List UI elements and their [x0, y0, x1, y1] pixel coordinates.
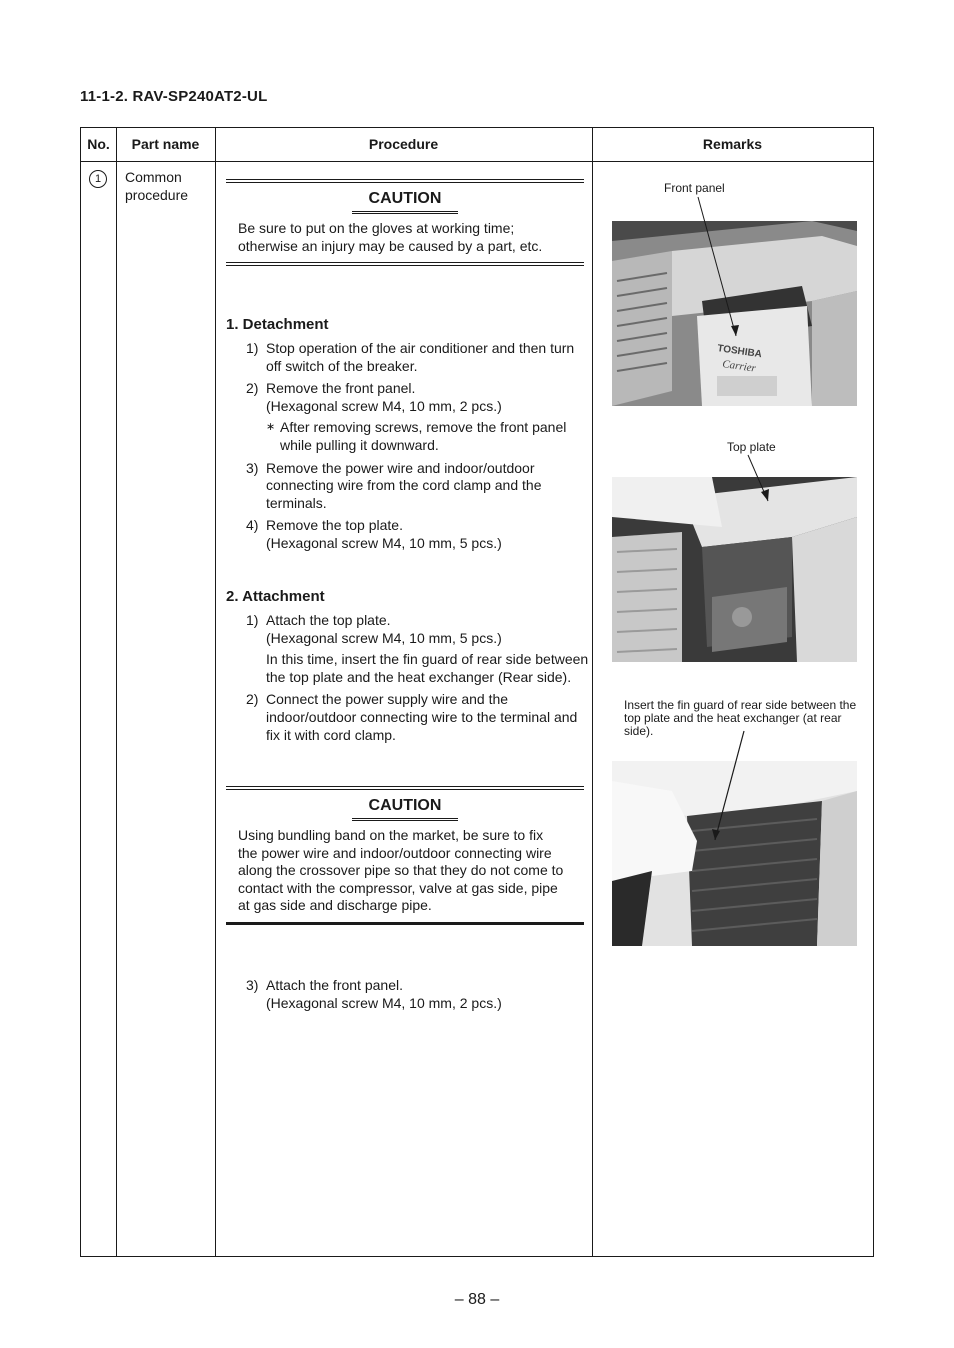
page-number: – 88 – — [454, 1291, 500, 1308]
note: ∗ After removing screws, remove the front panel while pulling it downward. — [266, 419, 567, 453]
list-item: 3) Attach the front panel. (Hexagonal screw M4, 10 mm, 2 pcs.) — [246, 977, 502, 1011]
photo-front-panel — [612, 221, 857, 406]
list-item: 2) Connect the power supply wire and the indoor/outdoor connecting wire to the terminal and fix it with cord clamp. — [246, 691, 578, 743]
caption-front-panel: Front panel — [664, 181, 725, 195]
final-step — [246, 977, 591, 1017]
logo-text: Carrier — [721, 358, 757, 375]
caution-underline — [352, 211, 458, 214]
header-remarks: Remarks — [702, 136, 763, 152]
front-panel-photo-image — [612, 221, 857, 406]
procedure-table — [80, 127, 874, 1257]
row-number: 1 — [89, 170, 107, 188]
photo-top-plate — [612, 477, 857, 662]
caution-text: Be sure to put on the gloves at working time; otherwise an injury may be caused by a part, etc. — [238, 220, 543, 254]
caution-bottom-rule — [226, 922, 584, 925]
caution-text: Using bundling band on the market, be sure to fix the power wire and indoor/outdoor connecting wire along the crossover pipe so that they do not come to contact with the compressor, valve at gas side, pipe at gas side and discharge pipe. — [238, 827, 564, 914]
attachment-steps — [246, 612, 591, 749]
caution-title: CAUTION — [368, 190, 442, 207]
header-part-name: Part name — [131, 136, 200, 152]
caution-box-2 — [226, 786, 584, 925]
header-divider — [81, 161, 873, 162]
detachment-heading: 1. Detachment — [226, 316, 329, 333]
caution-title: CAUTION — [368, 797, 442, 814]
list-item: 3) Remove the power wire and indoor/outdoor connecting wire from the cord clamp and the terminals. — [246, 459, 542, 511]
list-item: 1) Attach the top plate. (Hexagonal screw M4, 10 mm, 5 pcs.) In this time, insert the fin guard of rear side between the top plate and the heat exchanger (Rear side). — [246, 612, 589, 685]
detachment-steps — [246, 340, 591, 558]
logo-text: TOSHIBA — [716, 343, 763, 361]
caution-bottom-rule — [226, 262, 584, 266]
photo-fin-guard — [612, 761, 857, 946]
caution-top-rule — [226, 179, 584, 183]
list-item: 1) Stop operation of the air conditioner and then turn off switch of the breaker. — [246, 340, 575, 374]
list-item: 4) Remove the top plate. (Hexagonal screw M4, 10 mm, 5 pcs.) — [246, 517, 502, 551]
caution-underline — [352, 818, 458, 821]
column-divider — [592, 128, 593, 1256]
caution-box-1 — [226, 179, 584, 266]
caution-top-rule — [226, 786, 584, 790]
attachment-heading: 2. Attachment — [226, 588, 325, 605]
column-divider — [116, 128, 117, 1256]
header-procedure: Procedure — [368, 136, 439, 152]
top-plate-photo-image — [612, 477, 857, 662]
part-name: Common procedure — [125, 169, 189, 203]
caption-top-plate: Top plate — [727, 440, 776, 454]
header-no: No. — [87, 136, 110, 152]
caption-fin-guard: Insert the fin guard of rear side between the top plate and the heat exchanger (at rear side). — [624, 698, 857, 738]
asterisk-icon: ∗ — [266, 421, 276, 434]
list-item: 2) Remove the front panel. (Hexagonal screw M4, 10 mm, 2 pcs.) ∗ After removing screws, remove the front panel while pulling it downward. — [246, 380, 591, 454]
fin-guard-photo-image — [612, 761, 857, 946]
column-divider — [215, 128, 216, 1256]
section-title: 11-1-2. RAV-SP240AT2-UL — [80, 88, 268, 105]
